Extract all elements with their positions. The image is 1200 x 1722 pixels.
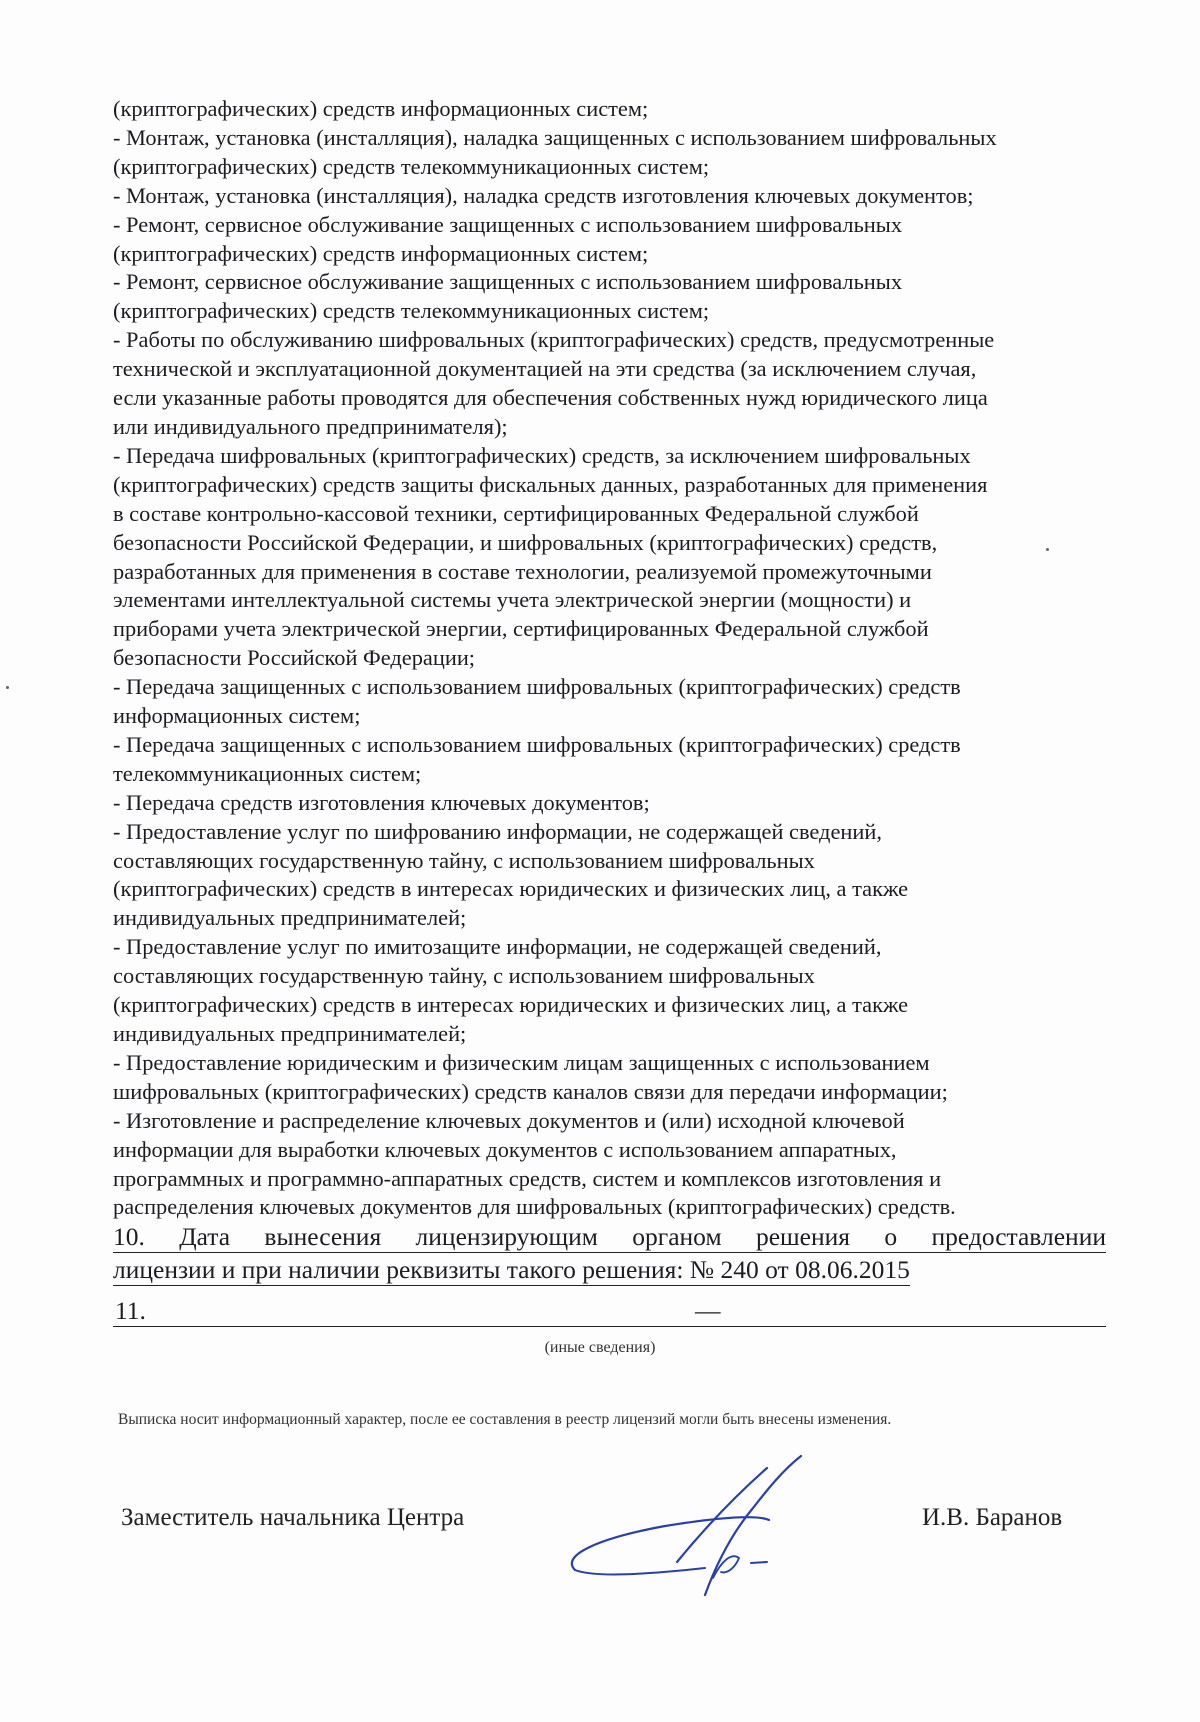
licensed-activities-list: [113, 95, 1113, 1222]
body-line: - Предоставление услуг по шифрованию информации, не содержащей сведений,: [113, 818, 882, 844]
body-line: - Ремонт, сервисное обслуживание защищенных с использованием шифровальных: [113, 269, 903, 295]
section-11-number: 11.: [115, 1296, 146, 1325]
section-11-other-info: [113, 1296, 1106, 1327]
body-line: технической и эксплуатационной документацией на эти средства (за исключением случая,: [113, 356, 977, 382]
body-line: программных и программно-аппаратных средств, систем и комплексов изготовления и: [113, 1165, 942, 1191]
extract-notice: Выписка носит информационный характер, после ее составления в реестр лицензий могли быть внесены изменения.: [118, 1411, 892, 1428]
body-line: - Предоставление юридическим и физическим лицам защищенных с использованием: [113, 1049, 930, 1075]
signatory-position: Заместитель начальника Центра: [121, 1504, 465, 1531]
body-line: (криптографических) средств информационных систем;: [113, 240, 649, 266]
body-line: (криптографических) средств информационных систем;: [113, 96, 649, 121]
section-10-line-1: 10. Дата вынесения лицензирующим органом решения о предоставлении: [113, 1222, 1106, 1251]
body-line: - Работы по обслуживанию шифровальных (криптографических) средств, предусмотренные: [113, 327, 995, 353]
body-line: составляющих государственную тайну, с использованием шифровальных: [113, 963, 815, 989]
body-line: в составе контрольно-кассовой техники, сертифицированных Федеральной службой: [113, 500, 919, 526]
body-line: - Передача защищенных с использованием шифровальных (криптографических) средств: [113, 674, 961, 700]
body-line: элементами интеллектуальной системы учета электрической энергии (мощности) и: [113, 587, 912, 613]
body-line: информации для выработки ключевых документов с использованием аппаратных,: [113, 1136, 897, 1162]
body-line: (криптографических) средств в интересах юридических и физических лиц, а также: [113, 876, 909, 902]
body-line: если указанные работы проводятся для обеспечения собственных нужд юридического лица: [113, 385, 988, 411]
body-line: безопасности Российской Федерации, и шифровальных (криптографических) средств,: [113, 529, 938, 555]
body-line: информационных систем;: [113, 703, 361, 729]
body-line: разработанных для применения в составе технологии, реализуемой промежуточными: [113, 558, 932, 584]
body-line: (криптографических) средств в интересах юридических и физических лиц, а также: [113, 992, 909, 1018]
body-line: - Передача защищенных с использованием шифровальных (криптографических) средств: [113, 731, 961, 757]
body-line: (криптографических) средств телекоммуникационных систем;: [113, 153, 710, 179]
scan-speck: [1046, 548, 1049, 551]
body-line: - Предоставление услуг по имитозащите информации, не содержащей сведений,: [113, 934, 882, 960]
body-line: - Монтаж, установка (инсталляция), наладка защищенных с использованием шифровальных: [113, 124, 997, 150]
body-line: (криптографических) средств защиты фискальных данных, разработанных для применения: [113, 471, 988, 497]
section-10-line-2: лицензии и при наличии реквизиты такого решения: № 240 от 08.06.2015: [113, 1255, 910, 1284]
body-line: - Ремонт, сервисное обслуживание защищенных с использованием шифровальных: [113, 211, 903, 237]
handwritten-signature: [555, 1450, 845, 1605]
section-11-value: —: [695, 1296, 721, 1325]
body-line: (криптографических) средств телекоммуникационных систем;: [113, 298, 710, 324]
body-line: распределения ключевых документов для шифровальных (криптографических) средств.: [113, 1194, 956, 1220]
signatory-name: И.В. Баранов: [922, 1504, 1063, 1531]
body-line: или индивидуального предпринимателя);: [113, 413, 508, 439]
body-line: приборами учета электрической энергии, сертифицированных Федеральной службой: [113, 616, 929, 642]
body-line: - Передача шифровальных (криптографических) средств, за исключением шифровальных: [113, 442, 971, 468]
body-line: - Изготовление и распределение ключевых документов и (или) исходной ключевой: [113, 1107, 905, 1133]
body-line: - Передача средств изготовления ключевых документов;: [113, 789, 650, 815]
body-line: индивидуальных предпринимателей;: [113, 905, 467, 931]
section-11-caption: (иные сведения): [544, 1339, 656, 1356]
section-10-decision-date: [113, 1222, 1106, 1286]
scan-speck: [6, 686, 9, 689]
body-line: составляющих государственную тайну, с использованием шифровальных: [113, 847, 815, 873]
body-line: - Монтаж, установка (инсталляция), наладка средств изготовления ключевых документов;: [113, 182, 974, 208]
body-line: индивидуальных предпринимателей;: [113, 1021, 467, 1046]
body-line: шифровальных (криптографических) средств каналов связи для передачи информации;: [113, 1078, 948, 1104]
body-line: телекоммуникационных систем;: [113, 760, 422, 786]
body-line: безопасности Российской Федерации;: [113, 645, 476, 671]
